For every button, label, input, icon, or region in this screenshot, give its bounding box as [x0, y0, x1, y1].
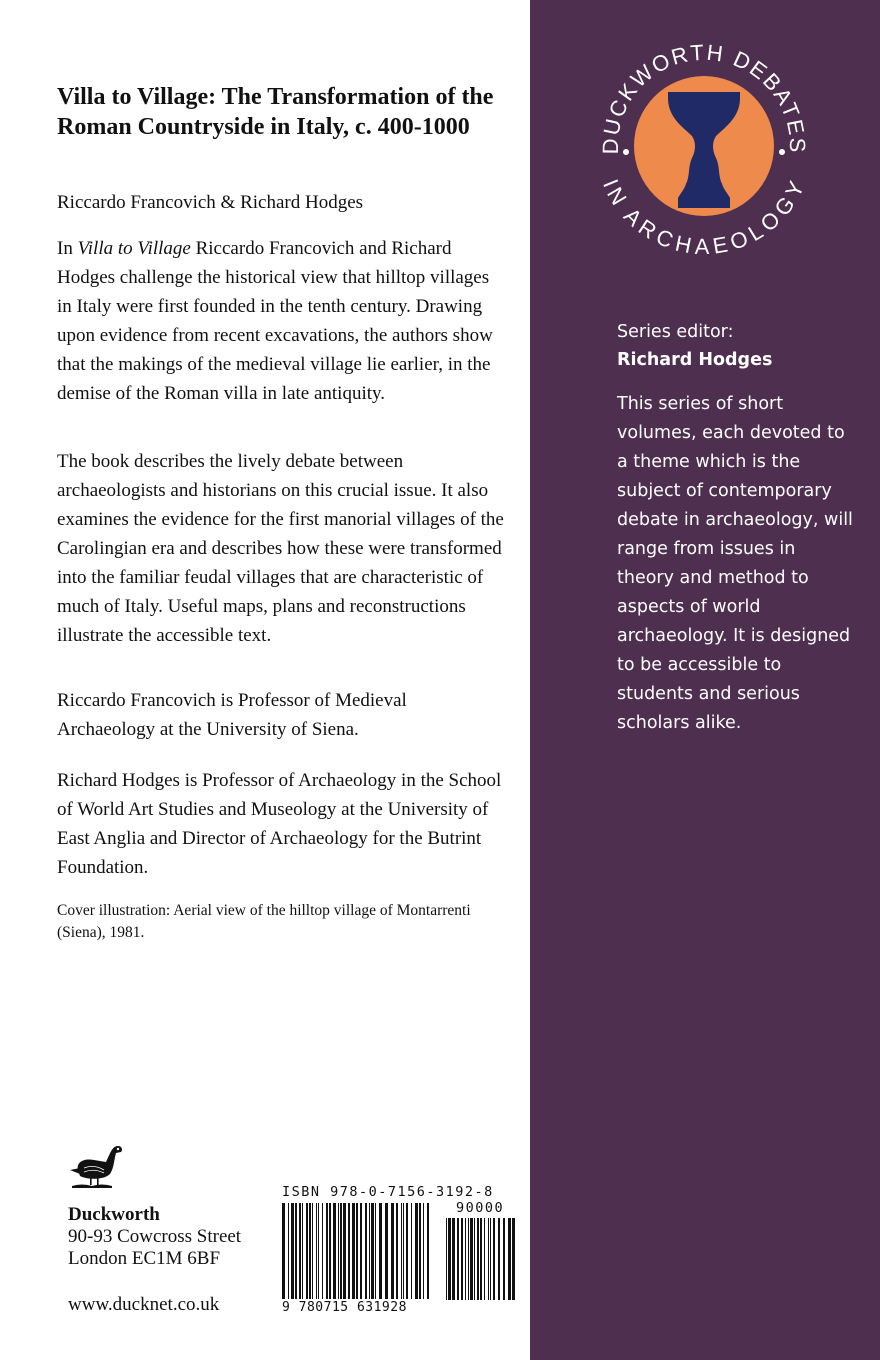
- barcode-main: [280, 1203, 430, 1299]
- blurb-paragraph-1: [57, 234, 505, 408]
- blurb-p1-lead: In: [57, 238, 78, 259]
- series-editor-label: Series editor:: [617, 322, 734, 342]
- publisher-address-line-1: 90-93 Cowcross Street: [68, 1226, 242, 1247]
- series-description: This series of short volumes, each devoted to a theme which is the subject of contemporary debate in archaeology, will range from issues in theory and method to aspects of world archaeology. It is designed to be accessible to students and serious scholars alike.: [617, 394, 853, 733]
- duck-icon: [66, 1140, 124, 1192]
- price-code: 90000: [456, 1200, 505, 1216]
- isbn-label: ISBN 978-0-7156-3192-8: [282, 1184, 494, 1200]
- publisher-website: www.ducknet.co.uk: [68, 1294, 220, 1315]
- blurb-p1-book-title: Villa to Village: [77, 238, 191, 259]
- logo-top-text: DUCKWORTH DEBATES: [597, 39, 811, 155]
- logo-bottom-text: IN ARCHAEOLOGY: [597, 175, 810, 260]
- barcode-addon: [444, 1218, 516, 1300]
- ean-digits: 9 780715 631928: [282, 1300, 407, 1315]
- book-authors: Riccardo Francovich & Richard Hodges: [57, 192, 364, 213]
- book-title: Villa to Village: The Transformation of the Roman Countryside in Italy, c. 400-1000: [57, 84, 494, 140]
- series-logo: [584, 26, 824, 266]
- logo-dot-right: [779, 149, 785, 155]
- publisher-address-line-2: London EC1M 6BF: [68, 1248, 221, 1269]
- blurb-paragraph-2: The book describes the lively debate between archaeologists and historians on this crucial issue. It also examines the evidence for the first manorial villages of the Carolingian era and describes how these were transformed into the familiar feudal villages that are characteristic of much of Italy. Useful maps, plans and reconstructions illustrate the accessible text.: [57, 451, 504, 646]
- logo-dot-left: [623, 149, 629, 155]
- author-bio-francovich: Riccardo Francovich is Professor of Medieval Archaeology at the University of Siena.: [57, 690, 407, 740]
- series-editor-name: Richard Hodges: [617, 350, 773, 370]
- publisher-block: [68, 1204, 241, 1270]
- author-bio-hodges: Richard Hodges is Professor of Archaeology in the School of World Art Studies and Museology at the University of East Anglia and Director of Archaeology for the Butrint Foundation.: [57, 770, 502, 878]
- publisher-name: Duckworth: [68, 1204, 160, 1225]
- cover-illustration-caption: Cover illustration: Aerial view of the hilltop village of Montarrenti (Siena), 1981.: [57, 902, 471, 941]
- blurb-p1-rest: Riccardo Francovich and Richard Hodges challenge the historical view that hilltop villages in Italy were first founded in the tenth century. Drawing upon evidence from recent excavations, the authors show that the makings of the medieval village lie earlier, in the demise of the Roman villa in late antiquity.: [57, 238, 493, 404]
